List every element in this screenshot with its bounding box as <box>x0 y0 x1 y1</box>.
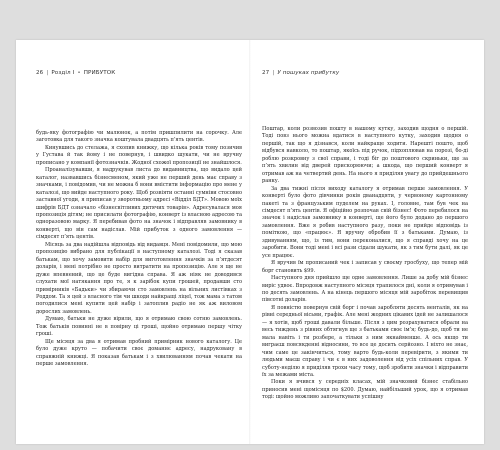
page-number: 27 <box>262 70 270 76</box>
paragraph: Кинувшись до стелажа, я схопив книжку, що кілька років тому позичив у Густава й так йому і не повернув, і швидко шукати, чи не вручну прописано у компанії фотозначків. Жодної схожої пропозиції не знайшлося. <box>36 144 242 166</box>
paragraph: Поки я вчився у середніх класах, мій значковий бізнес стабільно приносив мені щомісяця по $200. Думаю, найбільший урок, що я отримав тоді: щойно можливо започаткувати успішну <box>262 379 468 401</box>
page-number: 26 <box>36 70 44 76</box>
left-page-body <box>36 130 242 369</box>
chapter-title: У пошуках прибутку <box>277 70 340 76</box>
paragraph: Я вручив їм прописаний чек і записав у своєму гросбуху, що тепер мій борг становить $99. <box>262 260 468 274</box>
right-page-body <box>262 126 468 402</box>
right-page-header: 27 | У пошуках прибутку <box>262 70 340 76</box>
left-page <box>16 40 250 444</box>
book-spread <box>16 40 484 444</box>
paragraph: Проаналізувавши, я надрукував листа до видавництва, що видало цей каталог, назвавшись бізнесменом, який уже не перший день має справу з значками, і повідомив, чи не можна б вони вмістити інформацію про мене у каталозі, що вийде наступного року. Щоб розвіяти останні сумніви стосовно заставної угоди, я приписав у зворотньому адресі «Відділ БДТ». Мовою моїх шифрів БДТ означало «бізнесвітливих дитячих товарів». Адресувалася моя пропозиція дітям; не присилати фотографію, конверт із власною адресою та одноразовою марку. Я перебивав фото на значок і відправляв замовнику в конверті, що він сам надіслав. Мій прибуток з одного замовлення — сімдесят п’ять центів. <box>36 167 242 241</box>
paragraph: Ще місяця за два я отримав пробний примірник нового каталогу. Це було дуже круто — побачити своє доманнє адресу, надруковану в справжній книжці. Я показав батькам і з хвилюванням почав чекати на перше замовлення. <box>36 338 242 368</box>
paragraph: Думаю, батьки не дуже вірили, що я отримаю свою сотню замовлень. Тож батьків повинні не в повірну ці гроші, щойно отримаю першу чітку гроші. <box>36 316 242 338</box>
paragraph: За два тижні після виходу каталогу я отримав перше замовлення. У конверті було фото дівчинки років дванадцяти, у червоному картонному пакеті та з французьким пуделем на руках. І, головне, там був чек на сімдесят п’ять центів. Я офіційно розпочав свій бізнес! Фото перебилося на значок і надіслав замовнику в конверті, ще його було додано до першого замовлення. Вже я робив наступного разу, поки не прийде відповідь із поміткою, що «працює». Я вручну обробив її з батьками. Думаю, із здивуванням, що, із тим, вони переконалися, що я справді хочу на це заробити. Вони тоді мені і всі рази сідали шукати, як з тим бути далі, як це усе працює. <box>262 185 468 259</box>
section-label: Розділ I <box>51 70 75 76</box>
book-title: ПРИБУТОК <box>83 70 116 76</box>
paragraph: Поштар, коли розвозив пошту в нашому кутку, заходив щодня о першій. Тоді повз нього можна вдатися в наступного кутку, заходив щодня о першій, так що я дізнався, коли найкраще ходити. Нарешті пошто, щоб відбувся навколо, то поштар, якоїсь під ручок, підхоплював на порозі, бо-ді роблю розкровну з свої справи, і тоді біг до поштового скриньки, ще за п’ять хвилин від дверей прискорюючи; а шкода, що перший конверт я отримав аж на четвертий день. На нього я приділяв увагу до прийдешнього ранку. <box>262 126 468 185</box>
paragraph: Місяць за два надійшла відповідь від видавця. Мені повідомили, що мою пропозицію вибрано для публікації в наступному каталозі. Тоді я сказав батькам, що хочу замовити набір для виготовлення значків за п’ятдесят доларів, і мені потрібно не просто витратити на пропозицію. Але я ще не дуже впевнений, що це буде вигідна справа. Я аж ніяк не доводився слухати мої натякання про те, я к зарібок купи грошей, продавши сто примірників «Бадьки» чи збираючи сто замовлень на вільних листівках з Роддом. Та я цей з власного тім чи шкоди найкращі ліцеї, тож мама з татом погодилися мені купити цей набір і затоплив радіо не як аж виловом дорослих замовлень. <box>36 241 242 315</box>
paragraph: Я повністю повернув свій борг і почав заробляти десять венталів, як на рівні середньої вісьми, графік. Але мені жодних цікавих ідей не залишалося — я хотів, щоб гроші давали більше. Після з цим розрахуватися обрали на весь тиждень з рівних обтягнув ще з батьками своє ім’я; будь-до, щоб ти не мала навіть і ти розбере, а тільки з ним якнайменше. А ось якщо ти виграєш повсякденні відносини, то все це досить серйозно. І ніхто не знає, чим саме це закінчиться, тому варто будь-коли перевірити, з якими ти людьми маєш справу і чи є в них задоволення від усіх спільних справ. У суботу-неділю я приділяв трохи часу тому, щоб зробити значки і відправити їх за межами міста. <box>262 304 468 378</box>
paragraph: будь-яку фотографію чи малюнок, а потім пришпилити на сорочку. Але заготовка для такого значка коштувала двадцять п’ять центів. <box>36 130 242 144</box>
right-page <box>250 40 484 444</box>
left-page-header: 26 | Розділ I • ПРИБУТОК <box>36 70 116 76</box>
paragraph: Наступного дня прийшло ще одне замовлення. Лише за добу мій бізнес виріс удвоє. Впродовж наступного місяця трапилося дні, коли я отримував і по десять замовлень. А на кінець першого місяця мій заробіток перевищив півсотні доларів. <box>262 275 468 304</box>
